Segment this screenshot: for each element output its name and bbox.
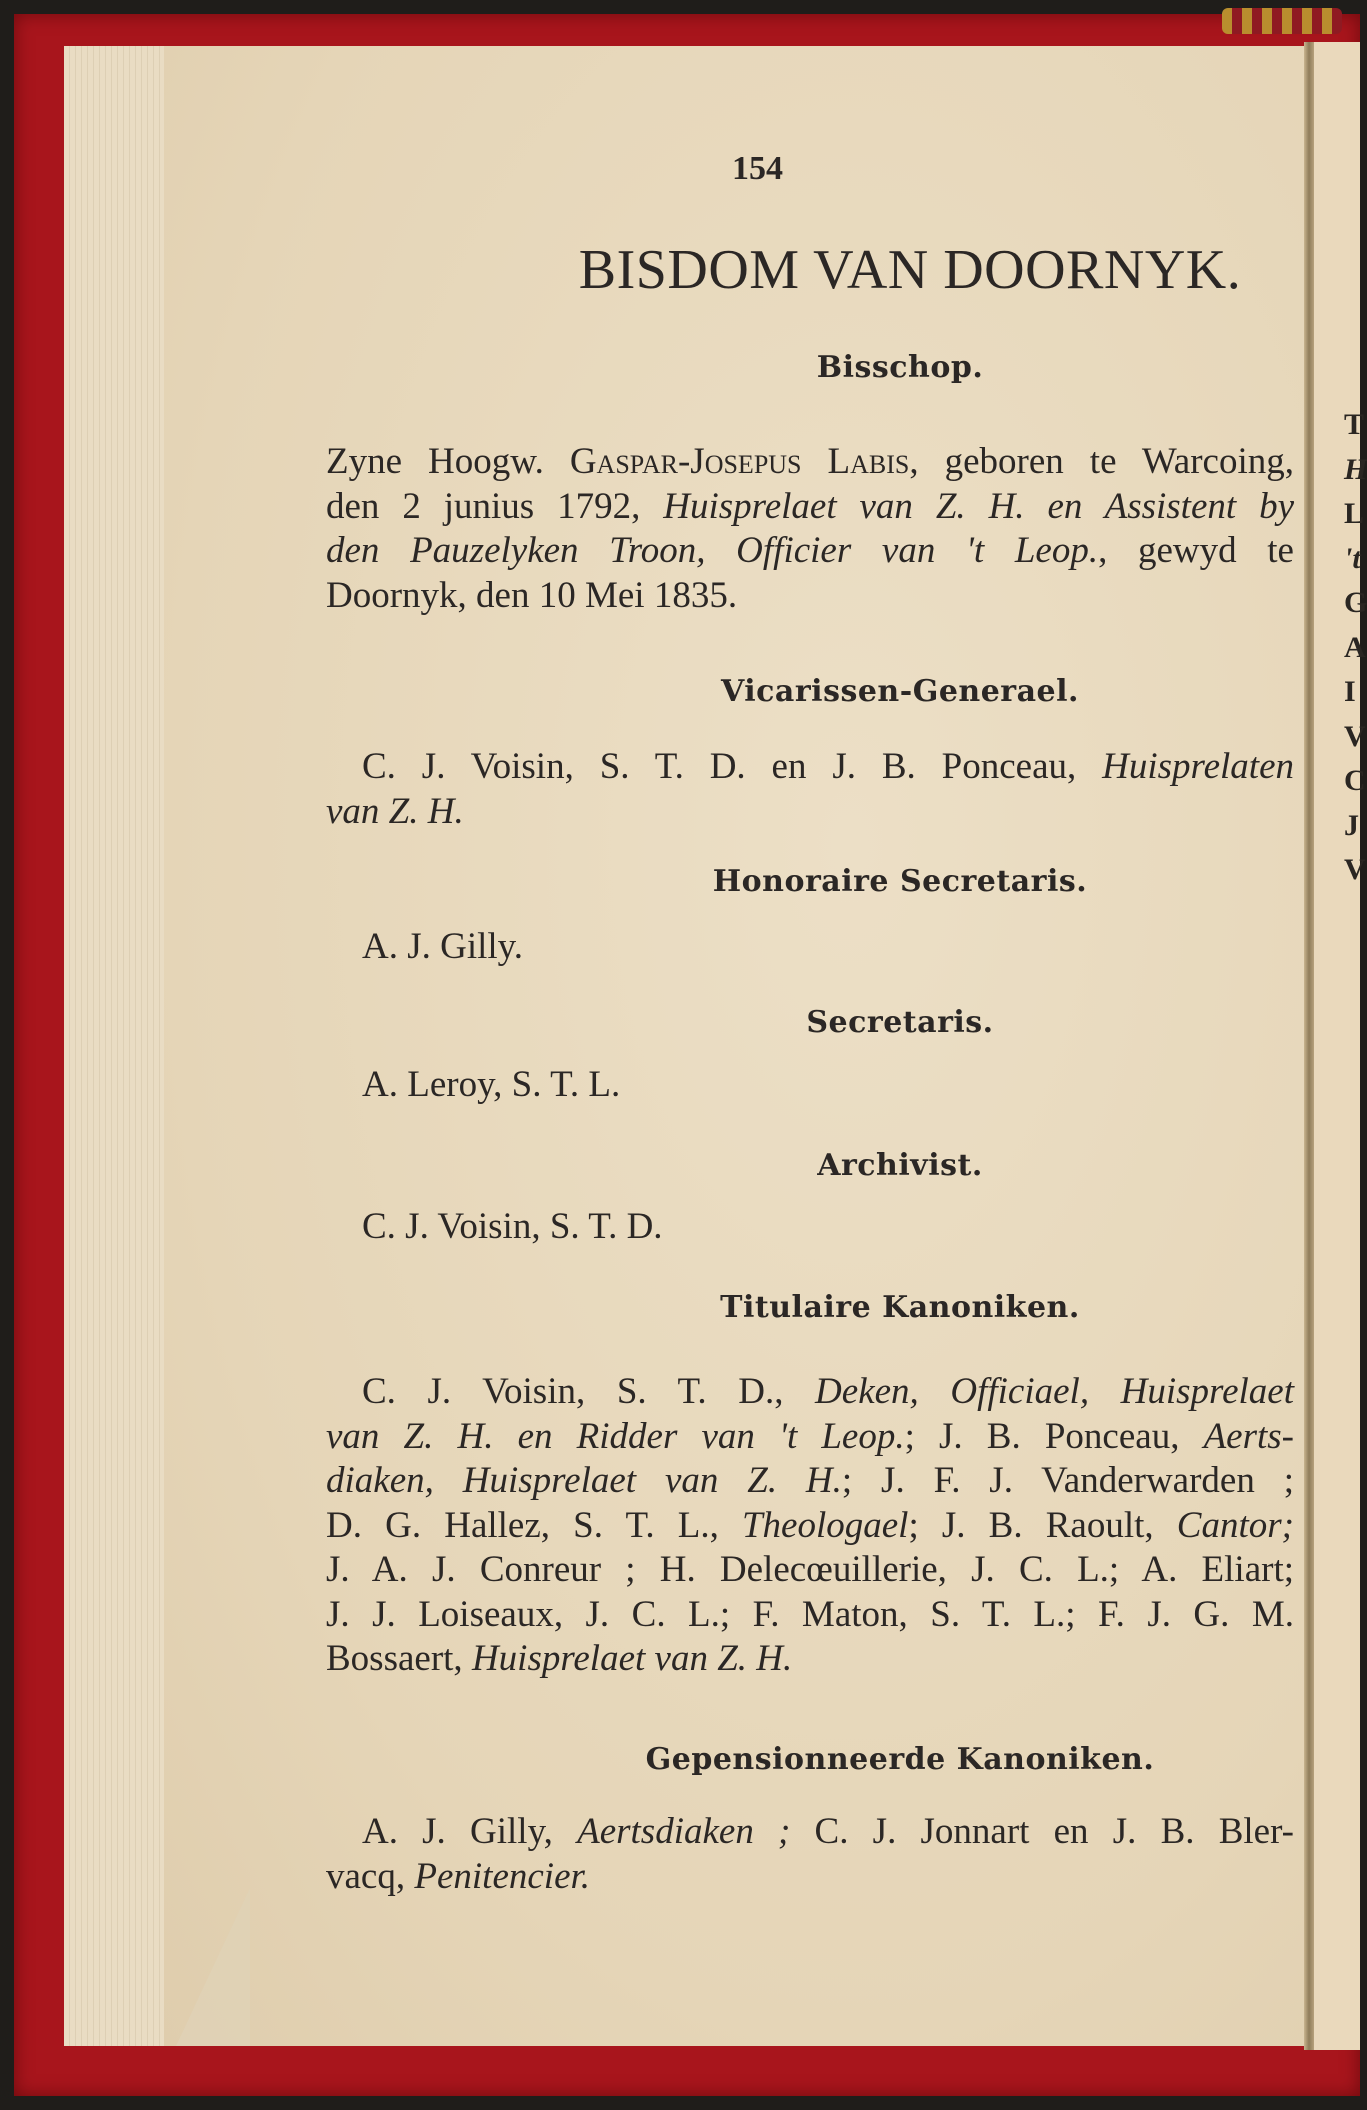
section-body-archivist [326,1205,1294,1250]
italic-text: van Z. H. en Ridder van 't Leop. [326,1415,905,1457]
italic-text: Cantor; [1176,1504,1294,1546]
text-line [326,1063,1294,1108]
text-run: C. J. Voisin, S. T. D., [362,1371,816,1412]
text-line [326,925,1294,970]
adjacent-page-letter: C [1344,764,1366,797]
text-line [326,1593,1294,1638]
page-title: BISDOM VAN DOORNYK. [578,239,1242,301]
section-heading-honoraire-secretaris: Honoraire Secretaris. [712,864,1088,899]
italic-text: den Pauzelyken Troon, Officier van 't Leop. [326,530,1099,571]
italic-text: Aertsdiaken ; [577,1811,791,1852]
text-run: vacq, [326,1855,415,1897]
italic-text: Huisprelaet van Z. H. en Assistent by [663,485,1294,527]
text-run: C. J. Voisin, S. T. D. [362,1206,663,1247]
section-heading-titulaire-kanoniken: Titulaire Kanoniken. [720,1290,1080,1325]
text-line [326,790,1294,835]
section-body-honoraire-secretaris [326,925,1294,970]
headband [1222,8,1342,34]
text-line [326,1205,1294,1250]
section-heading-archivist: Archivist. [817,1148,983,1183]
adjacent-page-letter: H [1344,452,1367,486]
adjacent-page-letter: J [1344,808,1359,842]
small-caps-name: Gaspar-Josepus Labis [569,441,910,482]
adjacent-page-letter: A [1344,630,1366,664]
text-run: ; J. B. Ponceau, [904,1415,1204,1457]
italic-text: Aerts- [1203,1415,1295,1457]
text-run: J. J. Loiseaux, J. C. L.; F. Maton, S. T. L.; F. J. G. M. [326,1593,1294,1635]
adjacent-page-letter: T [1344,408,1365,441]
section-body-bisschop [326,440,1294,618]
text-run: ; J. B. Raoult, [908,1504,1177,1546]
italic-text: diaken, Huisprelaet van Z. H. [326,1460,842,1501]
section-body-secretaris [326,1063,1294,1108]
section-heading-bisschop: Bisschop. [816,350,984,385]
text-run: A. J. Gilly, [362,1811,578,1852]
text-line [326,574,1294,619]
text-run: Doornyk, den 10 Mei 1835. [326,574,738,616]
text-run: , geboren te Warcoing, [909,441,1294,482]
italic-text: Theologael [741,1504,909,1546]
section-body-titulaire-kanoniken [326,1370,1294,1682]
adjacent-page-letter: L [1344,497,1365,530]
section-heading-secretaris: Secretaris. [806,1005,994,1040]
text-line [326,1637,1294,1682]
text-run: A. J. Gilly. [362,926,524,967]
text-line [326,1855,1294,1900]
italic-text: van Z. H. [326,790,464,832]
adjacent-page-letter: G [1344,586,1367,619]
adjacent-page-letter: I [1344,675,1356,708]
page-edges-stack [64,46,168,2046]
text-run: Zyne Hoogw. [326,441,570,482]
italic-text: Huisprelaten [1102,746,1294,787]
text-run: D. G. Hallez, S. T. L., [326,1504,742,1546]
adjacent-page-letter: 't [1344,541,1361,575]
text-line [326,745,1294,790]
adjacent-page-letter: V [1344,853,1366,886]
adjacent-page-edge [1314,42,1367,2050]
text-line [326,1504,1294,1549]
text-run: C. J. Jonnart en J. B. Bler- [790,1811,1294,1852]
text-run: , gewyd te [1098,530,1294,571]
text-run: J. A. J. Conreur ; H. Delecœuillerie, J. C. L.; A. Eliart; [326,1549,1294,1590]
text-line [326,485,1294,530]
section-body-gepensionneerde-kanoniken [326,1810,1294,1899]
page-number: 154 [732,150,783,187]
text-line [326,529,1294,574]
text-run: ; J. F. J. Vanderwarden ; [841,1460,1294,1501]
text-run: C. J. Voisin, S. T. D. en J. B. Ponceau, [362,746,1103,787]
text-line [326,1810,1294,1855]
section-body-vicarissen [326,745,1294,834]
text-line [326,440,1294,485]
text-line [326,1459,1294,1504]
folded-page-corner [176,1888,250,2046]
section-heading-vicarissen: Vicarissen-Generael. [721,674,1079,709]
adjacent-page-letter: V [1344,719,1366,753]
italic-text: Penitencier. [414,1855,591,1897]
text-run: Bossaert, [326,1638,472,1679]
text-run: A. Leroy, S. T. L. [362,1064,621,1105]
text-line [326,1370,1294,1415]
text-line [326,1415,1294,1460]
text-run: den 2 junius 1792, [326,485,664,527]
text-line [326,1548,1294,1593]
italic-text: Deken, Officiael, Huisprelaet [815,1371,1294,1412]
section-heading-gepensionneerde-kanoniken: Gepensionneerde Kanoniken. [645,1742,1155,1777]
book-gutter [1304,42,1314,2050]
italic-text: Huisprelaet van Z. H. [471,1638,793,1679]
